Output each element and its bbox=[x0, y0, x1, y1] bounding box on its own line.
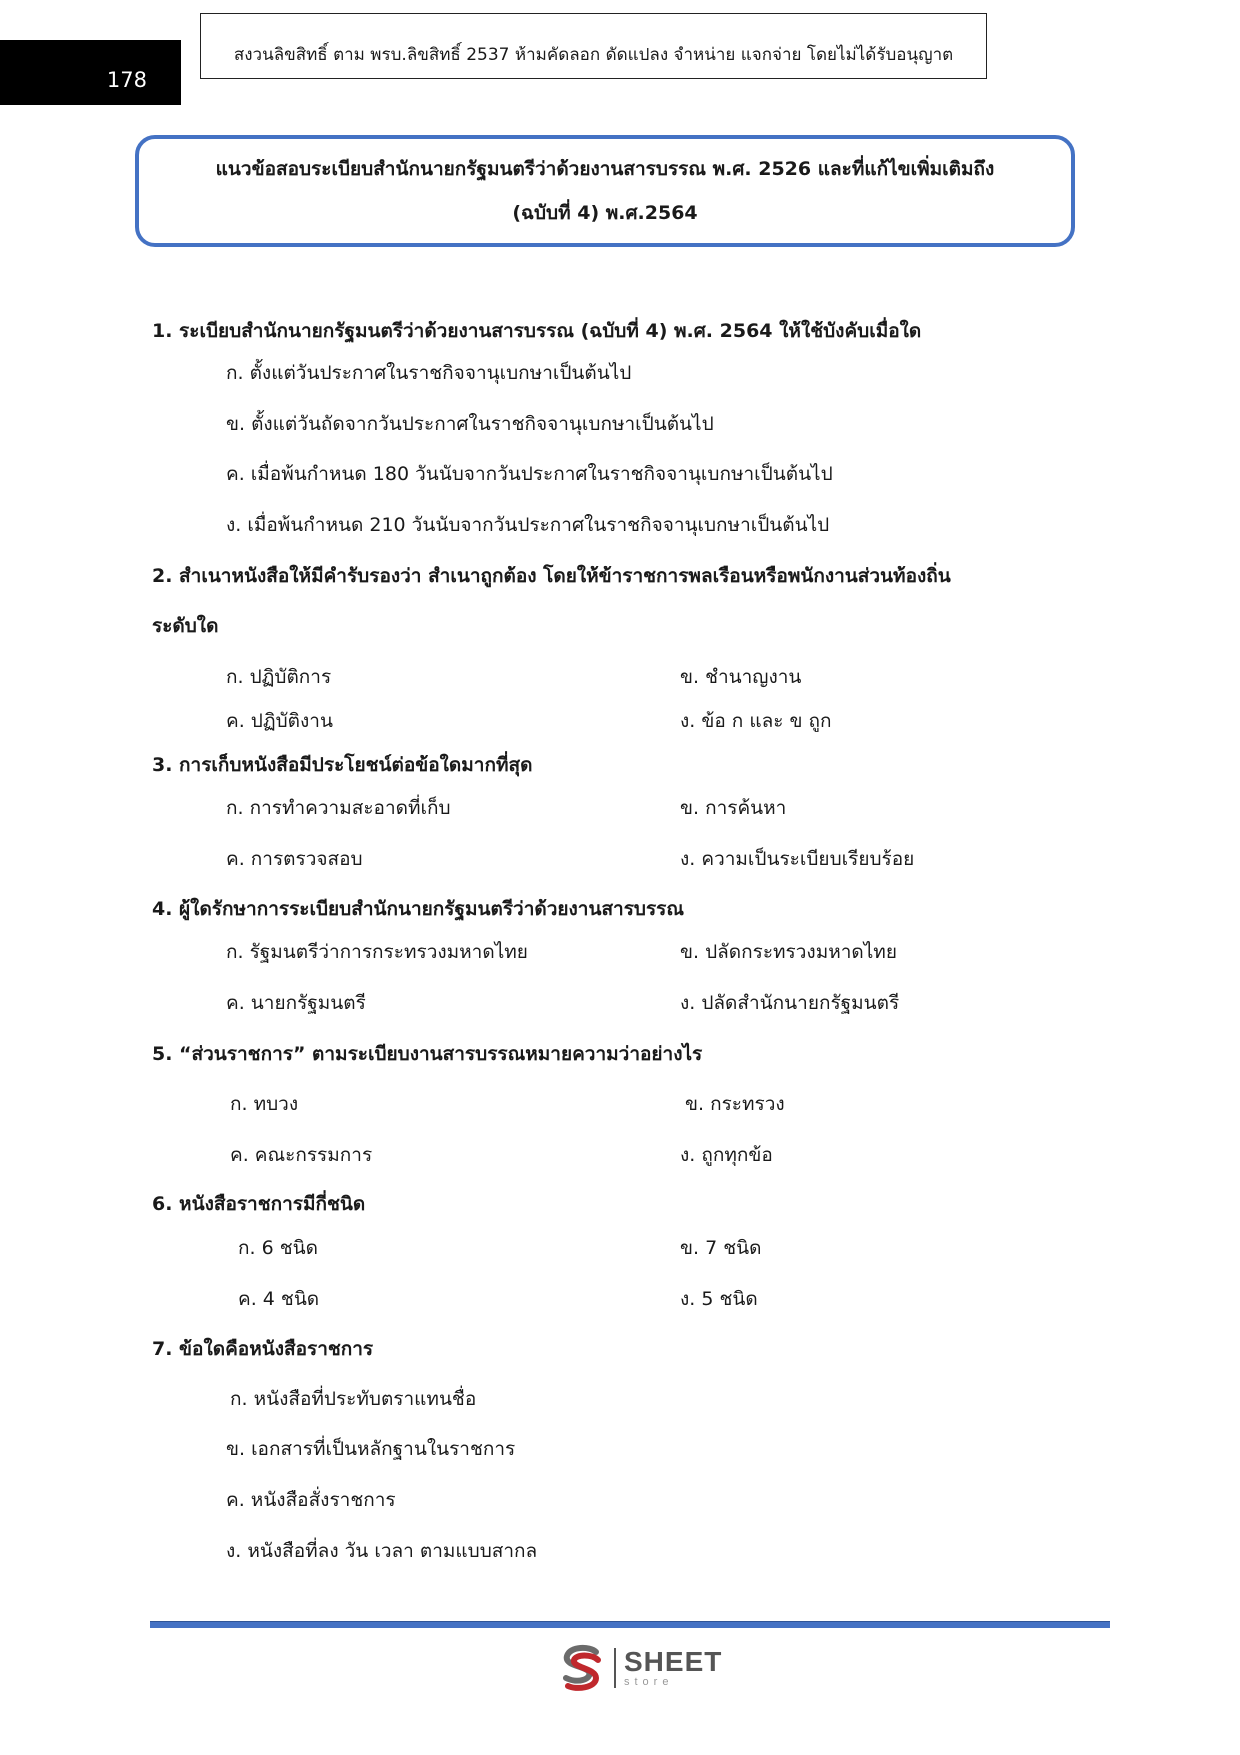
question-7-option-d: ง. หนังสือที่ลง วัน เวลา ตามแบบสากล bbox=[226, 1540, 538, 1562]
question-2-option-b: ข. ชำนาญงาน bbox=[680, 666, 802, 688]
question-7-option-a: ก. หนังสือที่ประทับตราแทนชื่อ bbox=[230, 1388, 477, 1410]
question-2-title: 2. สำเนาหนังสือให้มีคำรับรองว่า สำเนาถูกต้อง โดยให้ข้าราชการพลเรือนหรือพนักงานส่วนท้องถิ่น bbox=[152, 565, 951, 587]
question-5-option-b: ข. กระทรวง bbox=[685, 1093, 785, 1115]
title-line-1: แนวข้อสอบระเบียบสำนักนายกรัฐมนตรีว่าด้วยงานสารบรรณ พ.ศ. 2526 และที่แก้ไขเพิ่มเติมถึง bbox=[215, 158, 995, 180]
title-line-2: (ฉบับที่ 4) พ.ศ.2564 bbox=[512, 202, 698, 224]
question-2-option-a: ก. ปฏิบัติการ bbox=[226, 666, 332, 688]
sheet-s-logo-icon bbox=[556, 1642, 608, 1694]
question-1-option-c: ค. เมื่อพ้นกำหนด 180 วันนับจากวันประกาศในราชกิจจานุเบกษาเป็นต้นไป bbox=[226, 463, 833, 485]
logo-main-text: SHEET bbox=[624, 1646, 723, 1677]
document-title bbox=[135, 135, 1075, 247]
question-4-option-b: ข. ปลัดกระทรวงมหาดไทย bbox=[680, 941, 897, 963]
question-5-option-c: ค. คณะกรรมการ bbox=[230, 1144, 373, 1166]
question-7-title: 7. ข้อใดคือหนังสือราชการ bbox=[152, 1338, 374, 1360]
logo-separator bbox=[614, 1648, 616, 1688]
question-6-option-c: ค. 4 ชนิด bbox=[238, 1288, 320, 1310]
question-7-option-c: ค. หนังสือสั่งราชการ bbox=[226, 1489, 396, 1511]
footer-divider bbox=[150, 1621, 1110, 1628]
question-4-option-d: ง. ปลัดสำนักนายกรัฐมนตรี bbox=[680, 992, 900, 1014]
page-number: 178 bbox=[0, 40, 181, 105]
question-2-title-continued: ระดับใด bbox=[152, 615, 219, 637]
question-3-option-c: ค. การตรวจสอบ bbox=[226, 848, 363, 870]
question-6-option-a: ก. 6 ชนิด bbox=[238, 1237, 318, 1259]
question-1-title: 1. ระเบียบสำนักนายกรัฐมนตรีว่าด้วยงานสารบรรณ (ฉบับที่ 4) พ.ศ. 2564 ให้ใช้บังคับเมื่อใด bbox=[152, 320, 922, 342]
question-3-option-a: ก. การทำความสะอาดที่เก็บ bbox=[226, 797, 451, 819]
question-5-option-a: ก. ทบวง bbox=[230, 1093, 299, 1115]
logo-sub-text: store bbox=[624, 1676, 674, 1688]
question-6-title: 6. หนังสือราชการมีกี่ชนิด bbox=[152, 1193, 366, 1215]
question-1-option-b: ข. ตั้งแต่วันถัดจากวันประกาศในราชกิจจานุเบกษาเป็นต้นไป bbox=[226, 413, 714, 435]
copyright-notice: สงวนลิขสิทธิ์ ตาม พรบ.ลิขสิทธิ์ 2537 ห้ามคัดลอก ดัดแปลง จำหน่าย แจกจ่าย โดยไม่ได้รับอนุญาต bbox=[200, 13, 987, 79]
question-1-option-a: ก. ตั้งแต่วันประกาศในราชกิจจานุเบกษาเป็นต้นไป bbox=[226, 362, 632, 384]
question-5-title: 5. “ส่วนราชการ” ตามระเบียบงานสารบรรณหมายความว่าอย่างไร bbox=[152, 1043, 703, 1065]
question-7-option-b: ข. เอกสารที่เป็นหลักฐานในราชการ bbox=[226, 1438, 516, 1460]
logo-text bbox=[624, 1648, 722, 1688]
question-4-option-a: ก. รัฐมนตรีว่าการกระทรวงมหาดไทย bbox=[226, 941, 528, 963]
question-5-option-d: ง. ถูกทุกข้อ bbox=[680, 1144, 773, 1166]
sheet-store-logo bbox=[556, 1640, 726, 1696]
question-4-option-c: ค. นายกรัฐมนตรี bbox=[226, 992, 366, 1014]
question-2-option-c: ค. ปฏิบัติงาน bbox=[226, 710, 333, 732]
question-6-option-d: ง. 5 ชนิด bbox=[680, 1288, 758, 1310]
question-2-option-d: ง. ข้อ ก และ ข ถูก bbox=[680, 710, 832, 732]
question-4-title: 4. ผู้ใดรักษาการระเบียบสำนักนายกรัฐมนตรีว่าด้วยงานสารบรรณ bbox=[152, 898, 685, 920]
question-3-option-d: ง. ความเป็นระเบียบเรียบร้อย bbox=[680, 848, 915, 870]
question-3-title: 3. การเก็บหนังสือมีประโยชน์ต่อข้อใดมากที่สุด bbox=[152, 754, 533, 776]
question-3-option-b: ข. การค้นหา bbox=[680, 797, 787, 819]
question-6-option-b: ข. 7 ชนิด bbox=[680, 1237, 762, 1259]
question-1-option-d: ง. เมื่อพ้นกำหนด 210 วันนับจากวันประกาศในราชกิจจานุเบกษาเป็นต้นไป bbox=[226, 514, 830, 536]
